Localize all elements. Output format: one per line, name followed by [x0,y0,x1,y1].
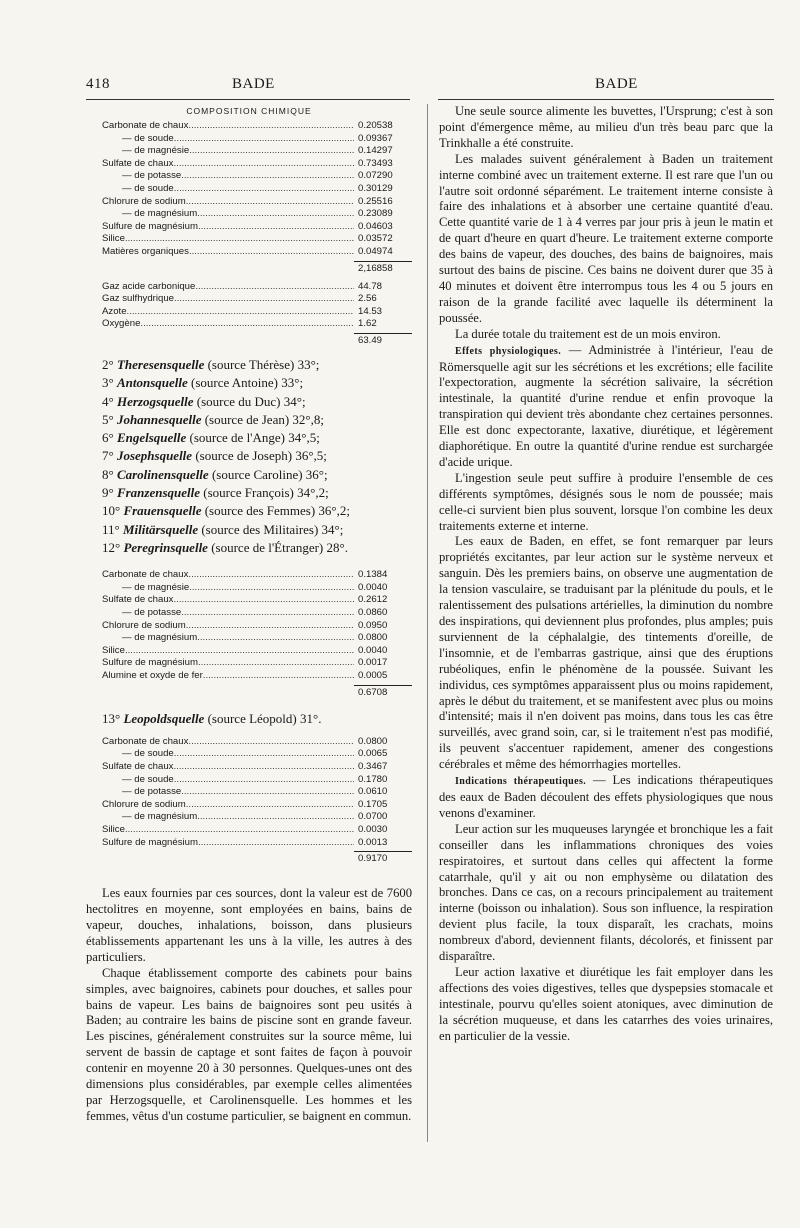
row-name: Sulfate de chaux [102,761,174,772]
source-item [102,374,412,392]
row-value: 0.25516 [358,195,393,207]
table-row [102,594,412,607]
table-row [102,799,412,812]
row-name: Azote [102,305,127,317]
column-divider [427,104,428,1142]
table-row [102,158,412,171]
running-head-right: BADE [595,76,638,92]
source-name: Theresensquelle [116,356,205,372]
source-name: Militärsquelle [122,521,199,537]
row-name: Silice [102,233,125,245]
source-13: 13° Leopoldsquelle (source Léopold) 31°. [102,710,322,726]
table-row [102,824,412,837]
row-value: 0.09367 [358,132,393,144]
right-paragraph-8: Leur action sur les muqueuses laryngée et bronchique les a fait conseiller dans les inflammations chroniques des voies respiratoires, et surtout dans celles qui affectent la forme catarrhale, qu'il y ait ou non emphysème ou dilatation des bronches. Dans ce cas, on a recours principalement au traitement interne (boisson ou inhalation). Sous son influence, la respiration devient plus facile, la toux disparaît, les crachats, moins nombreux d'abord, deviennent filants, décolorés, et finissent par disparaître. [439,821,773,964]
header-rule-right [438,99,774,100]
table-row [102,183,412,196]
leader-dots [125,824,354,835]
source-number: 8° [102,466,114,482]
row-name: Sulfure de magnésium [102,836,198,848]
source-item [102,502,412,520]
table-row [102,246,412,259]
table-row [102,632,412,645]
row-value: 0.0005 [358,669,388,681]
row-value: 0.1384 [358,569,388,581]
row-value: 0.0700 [358,811,388,823]
table-row [102,786,412,799]
leader-dots [189,145,354,156]
leader-dots [174,748,354,759]
table-row [102,293,412,306]
page-number: 418 [86,76,110,92]
row-name: Chlorure de sodium [102,195,186,207]
source-description: (source Caroline) 36°; [211,466,328,482]
row-value: 0.30129 [358,182,393,194]
table-row [102,569,412,582]
table-row [102,811,412,824]
sources-list [86,356,412,557]
table-row [102,645,412,658]
source-item [102,447,412,465]
source-name: Engelsquelle [116,430,187,446]
source-name: Carolinensquelle [116,466,209,482]
row-value: 14.53 [358,305,383,317]
source-number: 4° [102,393,114,409]
table-row [102,208,412,221]
source-number: 9° [102,484,114,500]
composition-table-2 [102,569,412,682]
table-row [102,281,412,294]
row-value: 0.0040 [358,581,388,593]
row-value: 0.1705 [358,798,388,810]
table-row [102,582,412,595]
composition-table-3 [102,736,412,849]
row-value: 0.04974 [358,245,393,257]
table-row [102,196,412,209]
row-value: 0.1780 [358,773,388,785]
source-name: Johannesquelle [116,411,202,427]
row-value: 0.14297 [358,145,393,157]
leader-dots [174,183,354,194]
leader-dots [140,318,354,329]
row-name: — de potasse [122,606,182,618]
composition-table-1 [102,120,412,259]
row-name: — de soude [122,132,174,144]
leader-dots [198,657,354,668]
row-name: — de magnésium [122,811,198,823]
row-name: — de magnésie [122,581,190,593]
leader-dots [189,582,354,593]
source-description: (source des Militaires) 34°; [201,521,344,537]
source-name: Josephsquelle [116,448,193,464]
source-number: 11° [102,521,120,537]
source-description: (source de Jean) 32°,8; [204,411,324,427]
leader-dots [174,133,354,144]
row-name: — de soude [122,748,174,760]
row-name: Alumine et oxyde de fer [102,669,203,681]
leader-dots [173,594,354,605]
row-value: 0.0040 [358,644,388,656]
row-name: Carbonate de chaux [102,735,189,747]
source-name: Herzogsquelle [116,393,194,409]
table-row [102,774,412,787]
leader-dots [186,196,354,207]
table-row [102,748,412,761]
source-number: 12° [102,539,121,555]
row-name: Silice [102,823,125,835]
leader-dots [195,281,354,292]
row-value: 0.0950 [358,619,388,631]
running-head-left: BADE [232,76,275,92]
row-value: 0.20538 [358,120,393,131]
row-value: 0.23089 [358,208,393,220]
table-row [102,837,412,850]
row-value: 0.04603 [358,220,393,232]
row-value: 44.78 [358,280,383,292]
row-value: 0.0860 [358,606,388,618]
row-value: 0.0065 [358,748,388,760]
leader-dots [181,170,354,181]
source-number: 7° [102,448,114,464]
source-description: (source de Joseph) 36°,5; [195,448,327,464]
composition-title: COMPOSITION CHIMIQUE [186,106,312,116]
source-name: Frauensquelle [123,503,202,519]
table-row [102,736,412,749]
table-row [102,306,412,319]
leader-dots [203,670,354,681]
leader-dots [197,208,354,219]
source-item [102,393,412,411]
table-3-total: 0.9170 [102,851,412,864]
leader-dots [174,774,354,785]
leader-dots [173,761,354,772]
row-name: Sulfure de magnésium [102,657,198,669]
source-name: Franzensquelle [116,484,201,500]
table-row [102,657,412,670]
left-column [86,104,412,1125]
header-rule-left [86,99,410,100]
row-name: Silice [102,644,125,656]
source-description: (source de l'Étranger) 28°. [211,539,348,555]
row-name: Oxygène [102,318,141,330]
row-name: Sulfate de chaux [102,157,174,169]
row-name: Chlorure de sodium [102,798,186,810]
table-row [102,318,412,331]
left-paragraph-1: Les eaux fournies par ces sources, dont la valeur est de 7600 hectolitres en moyenne, sont employées en bains, bains de vapeur, douches, inhalations, boisson, dans plusieurs établissements appartenant les uns à la ville, les autres à des particuliers. [86,886,412,964]
leader-dots [198,837,354,848]
row-name: — de soude [122,182,174,194]
row-value: 2.56 [358,293,377,305]
right-paragraph-1: Une seule source alimente les buvettes, l'Ursprung; c'est à son point d'émergence même, au milieu d'un très beau parc que la Trinkhalle a été construite. [439,104,773,150]
table-row [102,221,412,234]
row-name: — de magnésium [122,208,198,220]
source-description: (source François) 34°,2; [203,484,329,500]
row-value: 0.0013 [358,836,388,848]
table-2-total: 0.6708 [102,685,412,698]
leader-dots [188,120,354,131]
row-name: — de magnésie [122,145,190,157]
leader-dots [125,233,354,244]
source-number: 10° [102,503,121,519]
row-value: 0.07290 [358,170,393,182]
leader-dots [189,246,354,257]
table-1-subtotal: 2,16858 [102,261,412,274]
source-name: Peregrinsquelle [123,539,208,555]
right-paragraph-2: Les malades suivent généralement à Baden un traitement interne combiné avec un traitement externe. Il est rare que l'un ou l'autre soit ordonné séparément. Le traitement interne consiste à faire des inhalations et à absorber une certaine quantité d'eau. Cette quantité varie de 1 à 4 verres par jour pris à jeun le matin et de quart d'heure en quart d'heure. Le traitement externe comporte des bains de vapeur, des douches, des bains de baignoires, mais surtout des bains de piscine. Ces bains ne doivent durer que 35 à 40 minutes et doivent être interrompus tous les 4 ou 5 jours en raison de la grande facilité avec laquelle ils déterminent la poussée. [439,151,773,325]
source-item [102,356,412,374]
leader-dots [174,293,354,304]
left-paragraph-2: Chaque établissement comporte des cabinets pour bains simples, avec baignoires, cabinets pour douches, et salles pour bains de vapeur. Les bains de baignoires sont peu usités à Baden; au contraire les bains de piscine sont en grande faveur. Les piscines, généralement construites sur la source même, lui servent de bassin de captage et sont faites de façon à pouvoir contenir en moyenne 20 à 30 personnes. Quelques-unes ont des dimensions plus considérables, par exemple celles alimentées par Herzogsquelle, et Carolinensquelle. Les hommes et les femmes, vêtus d'un costume particulier, se baignent en commun. [86,965,412,1123]
source-item [102,466,412,484]
source-description: (source du Duc) 34°; [196,393,306,409]
leader-dots [188,736,354,747]
leader-dots [188,569,354,580]
row-value: 0.0030 [358,823,388,835]
source-number: 3° [102,375,114,391]
table-row [102,133,412,146]
leader-dots [198,221,354,232]
source-description: (source Thérèse) 33°; [207,356,320,372]
table-row [102,170,412,183]
row-value: 0.2612 [358,594,388,606]
indications-heading: Indications thérapeutiques. [455,776,587,788]
leader-dots [181,786,354,797]
source-number: 6° [102,430,114,446]
row-name: — de potasse [122,786,182,798]
row-name: Gaz acide carbonique [102,280,196,292]
source-item [102,411,412,429]
table-row [102,761,412,774]
row-name: Chlorure de sodium [102,619,186,631]
right-column [439,104,773,1044]
row-name: — de soude [122,773,174,785]
row-name: Sulfure de magnésium [102,220,198,232]
leader-dots [125,645,354,656]
effets-paragraph: Effets physiologiques. — Administrée à l'intérieur, l'eau de Römersquelle agit sur les sécrétions et les excrétions; elle facilite l'expectoration, augmente la sécrétion salivaire, la sécrétion intestinale, la quantité d'urine rendue et enfin provoque la transpiration qui devient très abondante chez certaines personnes. Elle est donc expectorante, laxative, diurétique, et légèrement diaphorétique. En outre la quantité d'urine rendue est surchargée d'acide urique. [439,342,774,469]
effets-heading: Effets physiologiques. [455,345,562,357]
indications-paragraph: Indications thérapeutiques. — Les indications thérapeutiques des eaux de Baden découlent des effets physiologiques que nous venons d'examiner. [439,773,773,820]
row-name: Carbonate de chaux [102,569,189,581]
gas-table [102,281,412,331]
row-name: Carbonate de chaux [102,120,189,131]
table-row [102,145,412,158]
source-description: (source Antoine) 33°; [191,375,304,391]
leader-dots [173,158,354,169]
source-number: 5° [102,411,114,427]
leader-dots [186,620,354,631]
source-item [102,521,412,539]
source-number: 2° [102,356,114,372]
row-value: 0.0800 [358,735,388,747]
row-name: — de potasse [122,170,182,182]
table-row [102,620,412,633]
source-item [102,484,412,502]
table-row [102,607,412,620]
source-name: Antonsquelle [116,375,188,391]
table-row [102,233,412,246]
source-item [102,429,412,447]
leader-dots [186,799,354,810]
table-row [102,120,412,133]
source-description: (source de l'Ange) 34°,5; [189,430,320,446]
row-value: 0.73493 [358,157,393,169]
gas-total: 63.49 [102,333,412,346]
table-row [102,670,412,683]
right-paragraph-5: L'ingestion seule peut suffire à produire l'ensemble de ces différents symptômes, désignés sous le nom de poussée; mais celle-ci survient bien plus souvent, lorsque l'on combine les deux traitements externe et interne. [439,470,773,533]
right-paragraph-9: Leur action laxative et diurétique les fait employer dans les affections des voies digestives, telles que dyspepsies stomacale et intestinale, pourvu qu'elles soient atoniques, avec diminution de la sécrétion muqueuse, et dans les catarrhes des voies urinaires, en particulier de la vessie. [439,964,773,1043]
row-value: 0.0017 [358,657,388,669]
leader-dots [197,632,354,643]
row-name: Matières organiques [102,245,189,257]
source-description: (source des Femmes) 36°,2; [204,503,350,519]
row-name: Sulfate de chaux [102,594,174,606]
row-value: 0.03572 [358,233,393,245]
row-name: — de magnésium [122,632,198,644]
row-name: Gaz sulfhydrique [102,293,174,305]
row-value: 0.0800 [358,632,388,644]
source-item [102,539,412,557]
right-paragraph-3: La durée totale du traitement est de un mois environ. [455,326,721,341]
leader-dots [197,811,354,822]
row-value: 0.3467 [358,761,388,772]
row-value: 0.0610 [358,786,388,798]
leader-dots [127,306,354,317]
right-paragraph-6: Les eaux de Baden, en effet, se font remarquer par leurs propriétés excitantes, par leur action sur le système nerveux et sanguin. Dès les premiers bains, on observe une augmentation de la tension vasculaire, se traduisant par la plénitude du pouls, et le ralentissement des pulsations artérielles, la diminution du nombre des inspirations, qui deviennent plus profondes, plus amples; puis surviennent de la céphalalgie, des tintements d'oreille, de l'insomnie, et de l'embarras gastrique, ainsi que des éruptions rubéoliques, enfin le phénomène de la poussée. Suivant les individus, ces symptômes apparaissent plus ou moins rapidement, après le début du traitement, et se manifestent avec plus ou moins d'intensité; mais il n'en doivent pas moins, dans tous les cas être surveillés, avec grand soin, car, si le traitement n'est pas modifié, ils peuvent s'accentuer rapidement, amener des congestions cérébrales et même des hémorrhagies mortelles. [439,534,773,772]
leader-dots [181,607,354,618]
row-value: 1.62 [358,318,377,330]
